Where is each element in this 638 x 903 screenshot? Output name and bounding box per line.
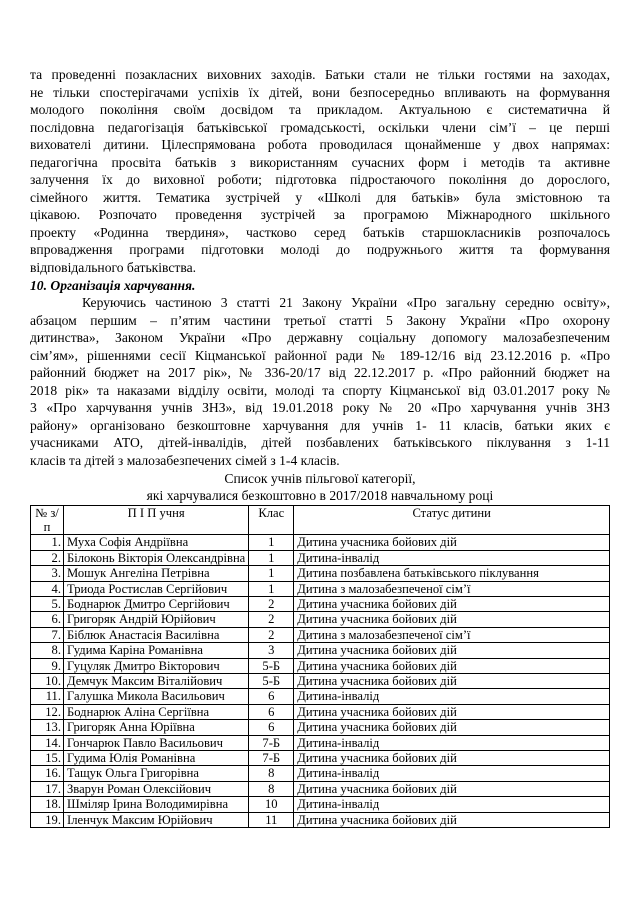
student-class: 10: [249, 797, 294, 812]
student-status: Дитина учасника бойових дій: [294, 674, 610, 689]
intro-paragraph: [30, 66, 610, 277]
student-name: Боднарюк Аліна Сергіївна: [64, 704, 249, 719]
student-status: Дитина учасника бойових дій: [294, 720, 610, 735]
table-header-row: [31, 505, 610, 535]
student-class: 11: [249, 812, 294, 827]
row-number: 10.: [31, 674, 64, 689]
table-row: [31, 797, 610, 812]
student-status: Дитина з малозабезпеченої сім’ї: [294, 581, 610, 596]
student-class: 5-Б: [249, 658, 294, 673]
table-row: [31, 566, 610, 581]
student-name: Демчук Максим Віталійович: [64, 674, 249, 689]
row-number: 11.: [31, 689, 64, 704]
student-status: Дитина з малозабезпеченої сім’ї: [294, 627, 610, 642]
student-name: Шміляр Ірина Володимирівна: [64, 797, 249, 812]
intro-line: цікавою. Розпочато проведення зустрічей за програмою Міжнародного шкільного: [30, 207, 610, 223]
document-page: [30, 66, 610, 828]
section-line: абзацом першим – п’ятим частини третьої статті 5 Закону України «Про охорону: [30, 312, 610, 328]
table-row: [31, 689, 610, 704]
student-status: Дитина-інвалід: [294, 550, 610, 565]
row-number: 16.: [31, 766, 64, 781]
student-status: Дитина учасника бойових дій: [294, 704, 610, 719]
intro-line: не тільки спостерігачами успіхів їх дітей, вони безпосередньо впливають на формування: [30, 84, 610, 100]
student-class: 5-Б: [249, 674, 294, 689]
student-class: 1: [249, 535, 294, 550]
row-number: 18.: [31, 797, 64, 812]
student-name: Гудима Юлія Романівна: [64, 751, 249, 766]
row-number: 12.: [31, 704, 64, 719]
section-heading: 10. Організація харчування.: [30, 277, 196, 293]
student-status: Дитина учасника бойових дій: [294, 535, 610, 550]
student-name: Іленчук Максим Юрійович: [64, 812, 249, 827]
student-name: Білоконь Вікторія Олександрівна: [64, 550, 249, 565]
student-class: 7-Б: [249, 751, 294, 766]
header-class: Клас: [249, 505, 294, 535]
table-row: [31, 735, 610, 750]
section-line: класів та дітей з малозабезпечених сімей з 1-4 класів.: [30, 453, 340, 469]
student-status: Дитина учасника бойових дій: [294, 751, 610, 766]
table-row: [31, 550, 610, 565]
table-row: [31, 612, 610, 627]
student-status: Дитина-інвалід: [294, 797, 610, 812]
table-row: [31, 704, 610, 719]
student-class: 8: [249, 766, 294, 781]
section-line: району» організовано безкоштовне харчування для учнів 1- 11 класів, батьки яких є: [30, 417, 610, 433]
section-line: учасниками АТО, дітей-інвалідів, дітей позбавлених батьківського піклування з 1-11: [30, 435, 610, 451]
student-status: Дитина учасника бойових дій: [294, 812, 610, 827]
list-title-line-1: Список учнів пільгової категорії,: [224, 470, 416, 486]
row-number: 13.: [31, 720, 64, 735]
student-class: 1: [249, 550, 294, 565]
intro-line: вихователі дитини. Цілеспрямована робота проводилася щонайменше у двох напрямах:: [30, 137, 610, 153]
table-row: [31, 627, 610, 642]
section-line: Керуючись частиною 3 статті 21 Закону України «Про загальну середню освіту»,: [82, 295, 610, 311]
student-name: Гудима Каріна Романівна: [64, 643, 249, 658]
table-row: [31, 674, 610, 689]
row-number: 2.: [31, 550, 64, 565]
section-paragraph: [30, 294, 610, 469]
row-number: 4.: [31, 581, 64, 596]
row-number: 19.: [31, 812, 64, 827]
student-name: Муха Софія Андріївна: [64, 535, 249, 550]
student-class: 7-Б: [249, 735, 294, 750]
student-class: 2: [249, 627, 294, 642]
section-line: 2018 рік» та наказами відділу освіти, молоді та спорту Кіцманської від 03.01.2017 року №: [30, 382, 610, 398]
section-line: дитинства», Законом України «Про державну соціальну допомогу малозабезпеченим: [30, 330, 610, 346]
row-number: 8.: [31, 643, 64, 658]
student-status: Дитина-інвалід: [294, 689, 610, 704]
student-name: Мошук Ангеліна Петрівна: [64, 566, 249, 581]
section-line: 3 «Про харчування учнів ЗНЗ», від 19.01.2018 року № 20 «Про харчування учнів ЗНЗ: [30, 400, 610, 416]
row-number: 7.: [31, 627, 64, 642]
table-row: [31, 658, 610, 673]
table-row: [31, 766, 610, 781]
row-number: 9.: [31, 658, 64, 673]
section-line: районний бюджет на 2017 рік», № 336-20/17 від 22.12.2017 р. «Про районний бюджет на: [30, 365, 610, 381]
row-number: 17.: [31, 781, 64, 796]
row-number: 6.: [31, 612, 64, 627]
row-number: 3.: [31, 566, 64, 581]
student-status: Дитина учасника бойових дій: [294, 597, 610, 612]
student-class: 6: [249, 704, 294, 719]
table-row: [31, 812, 610, 827]
intro-line: проекту «Родинна твердиня», частково серед батьків старшокласників розпочалось: [30, 224, 610, 240]
student-name: Галушка Микола Васильович: [64, 689, 249, 704]
student-status: Дитина учасника бойових дій: [294, 658, 610, 673]
student-name: Триода Ростислав Сергійович: [64, 581, 249, 596]
row-number: 5.: [31, 597, 64, 612]
student-class: 8: [249, 781, 294, 796]
header-num: № з/п: [31, 505, 64, 535]
student-status: Дитина-інвалід: [294, 766, 610, 781]
intro-line: молодого покоління своїм досвідом та прикладом. Актуальною є систематична й: [30, 102, 610, 118]
student-class: 2: [249, 612, 294, 627]
student-name: Зварун Роман Олексійович: [64, 781, 249, 796]
intro-line: відповідального батьківства.: [30, 260, 197, 276]
intro-line: педагогічна просвіта батьків з використанням сучасних форм і методів та активне: [30, 154, 610, 170]
section-line: сім’ям», рішеннями сесії Кіцманської районної ради № 189-12/16 від 23.12.2016 р. «Про: [30, 347, 610, 363]
table-row: [31, 597, 610, 612]
student-status: Дитина учасника бойових дій: [294, 643, 610, 658]
student-class: 1: [249, 566, 294, 581]
intro-line: сімейного життя. Тематика зустрічей у «Школі для батьків» була змістовною та: [30, 189, 610, 205]
student-class: 3: [249, 643, 294, 658]
table-row: [31, 581, 610, 596]
row-number: 15.: [31, 751, 64, 766]
student-status: Дитина позбавлена батьківського піклування: [294, 566, 610, 581]
table-row: [31, 643, 610, 658]
student-class: 1: [249, 581, 294, 596]
student-name: Боднарюк Дмитро Сергійович: [64, 597, 249, 612]
intro-line: впровадження програми підготовки молоді до подружнього життя та формування: [30, 242, 610, 258]
student-status: Дитина учасника бойових дій: [294, 612, 610, 627]
intro-line: та проведенні позакласних виховних заходів. Батьки стали не тільки гостями на заходах,: [30, 67, 610, 82]
list-title-line-2: які харчувалися безкоштовно в 2017/2018 навчальному році: [146, 487, 494, 503]
student-status: Дитина учасника бойових дій: [294, 781, 610, 796]
student-class: 2: [249, 597, 294, 612]
student-class: 6: [249, 689, 294, 704]
intro-line: залучення їх до виховної роботи; підготовка підростаючого покоління до дорослого,: [30, 172, 610, 188]
row-number: 1.: [31, 535, 64, 550]
intro-line: послідовна педагогізація батьківської громадськості, оскільки члени сім’ї – це перші: [30, 119, 610, 135]
beneficiary-table: [30, 505, 610, 829]
student-class: 6: [249, 720, 294, 735]
header-name: П І П учня: [64, 505, 249, 535]
student-name: Гончарюк Павло Васильович: [64, 735, 249, 750]
row-number: 14.: [31, 735, 64, 750]
table-row: [31, 720, 610, 735]
student-name: Григоряк Анна Юріївна: [64, 720, 249, 735]
student-name: Григоряк Андрій Юрійович: [64, 612, 249, 627]
student-status: Дитина-інвалід: [294, 735, 610, 750]
student-name: Біблюк Анастасія Василівна: [64, 627, 249, 642]
table-row: [31, 781, 610, 796]
table-row: [31, 751, 610, 766]
table-row: [31, 535, 610, 550]
student-name: Гуцуляк Дмитро Вікторович: [64, 658, 249, 673]
student-name: Тащук Ольга Григорівна: [64, 766, 249, 781]
header-status: Статус дитини: [294, 505, 610, 535]
